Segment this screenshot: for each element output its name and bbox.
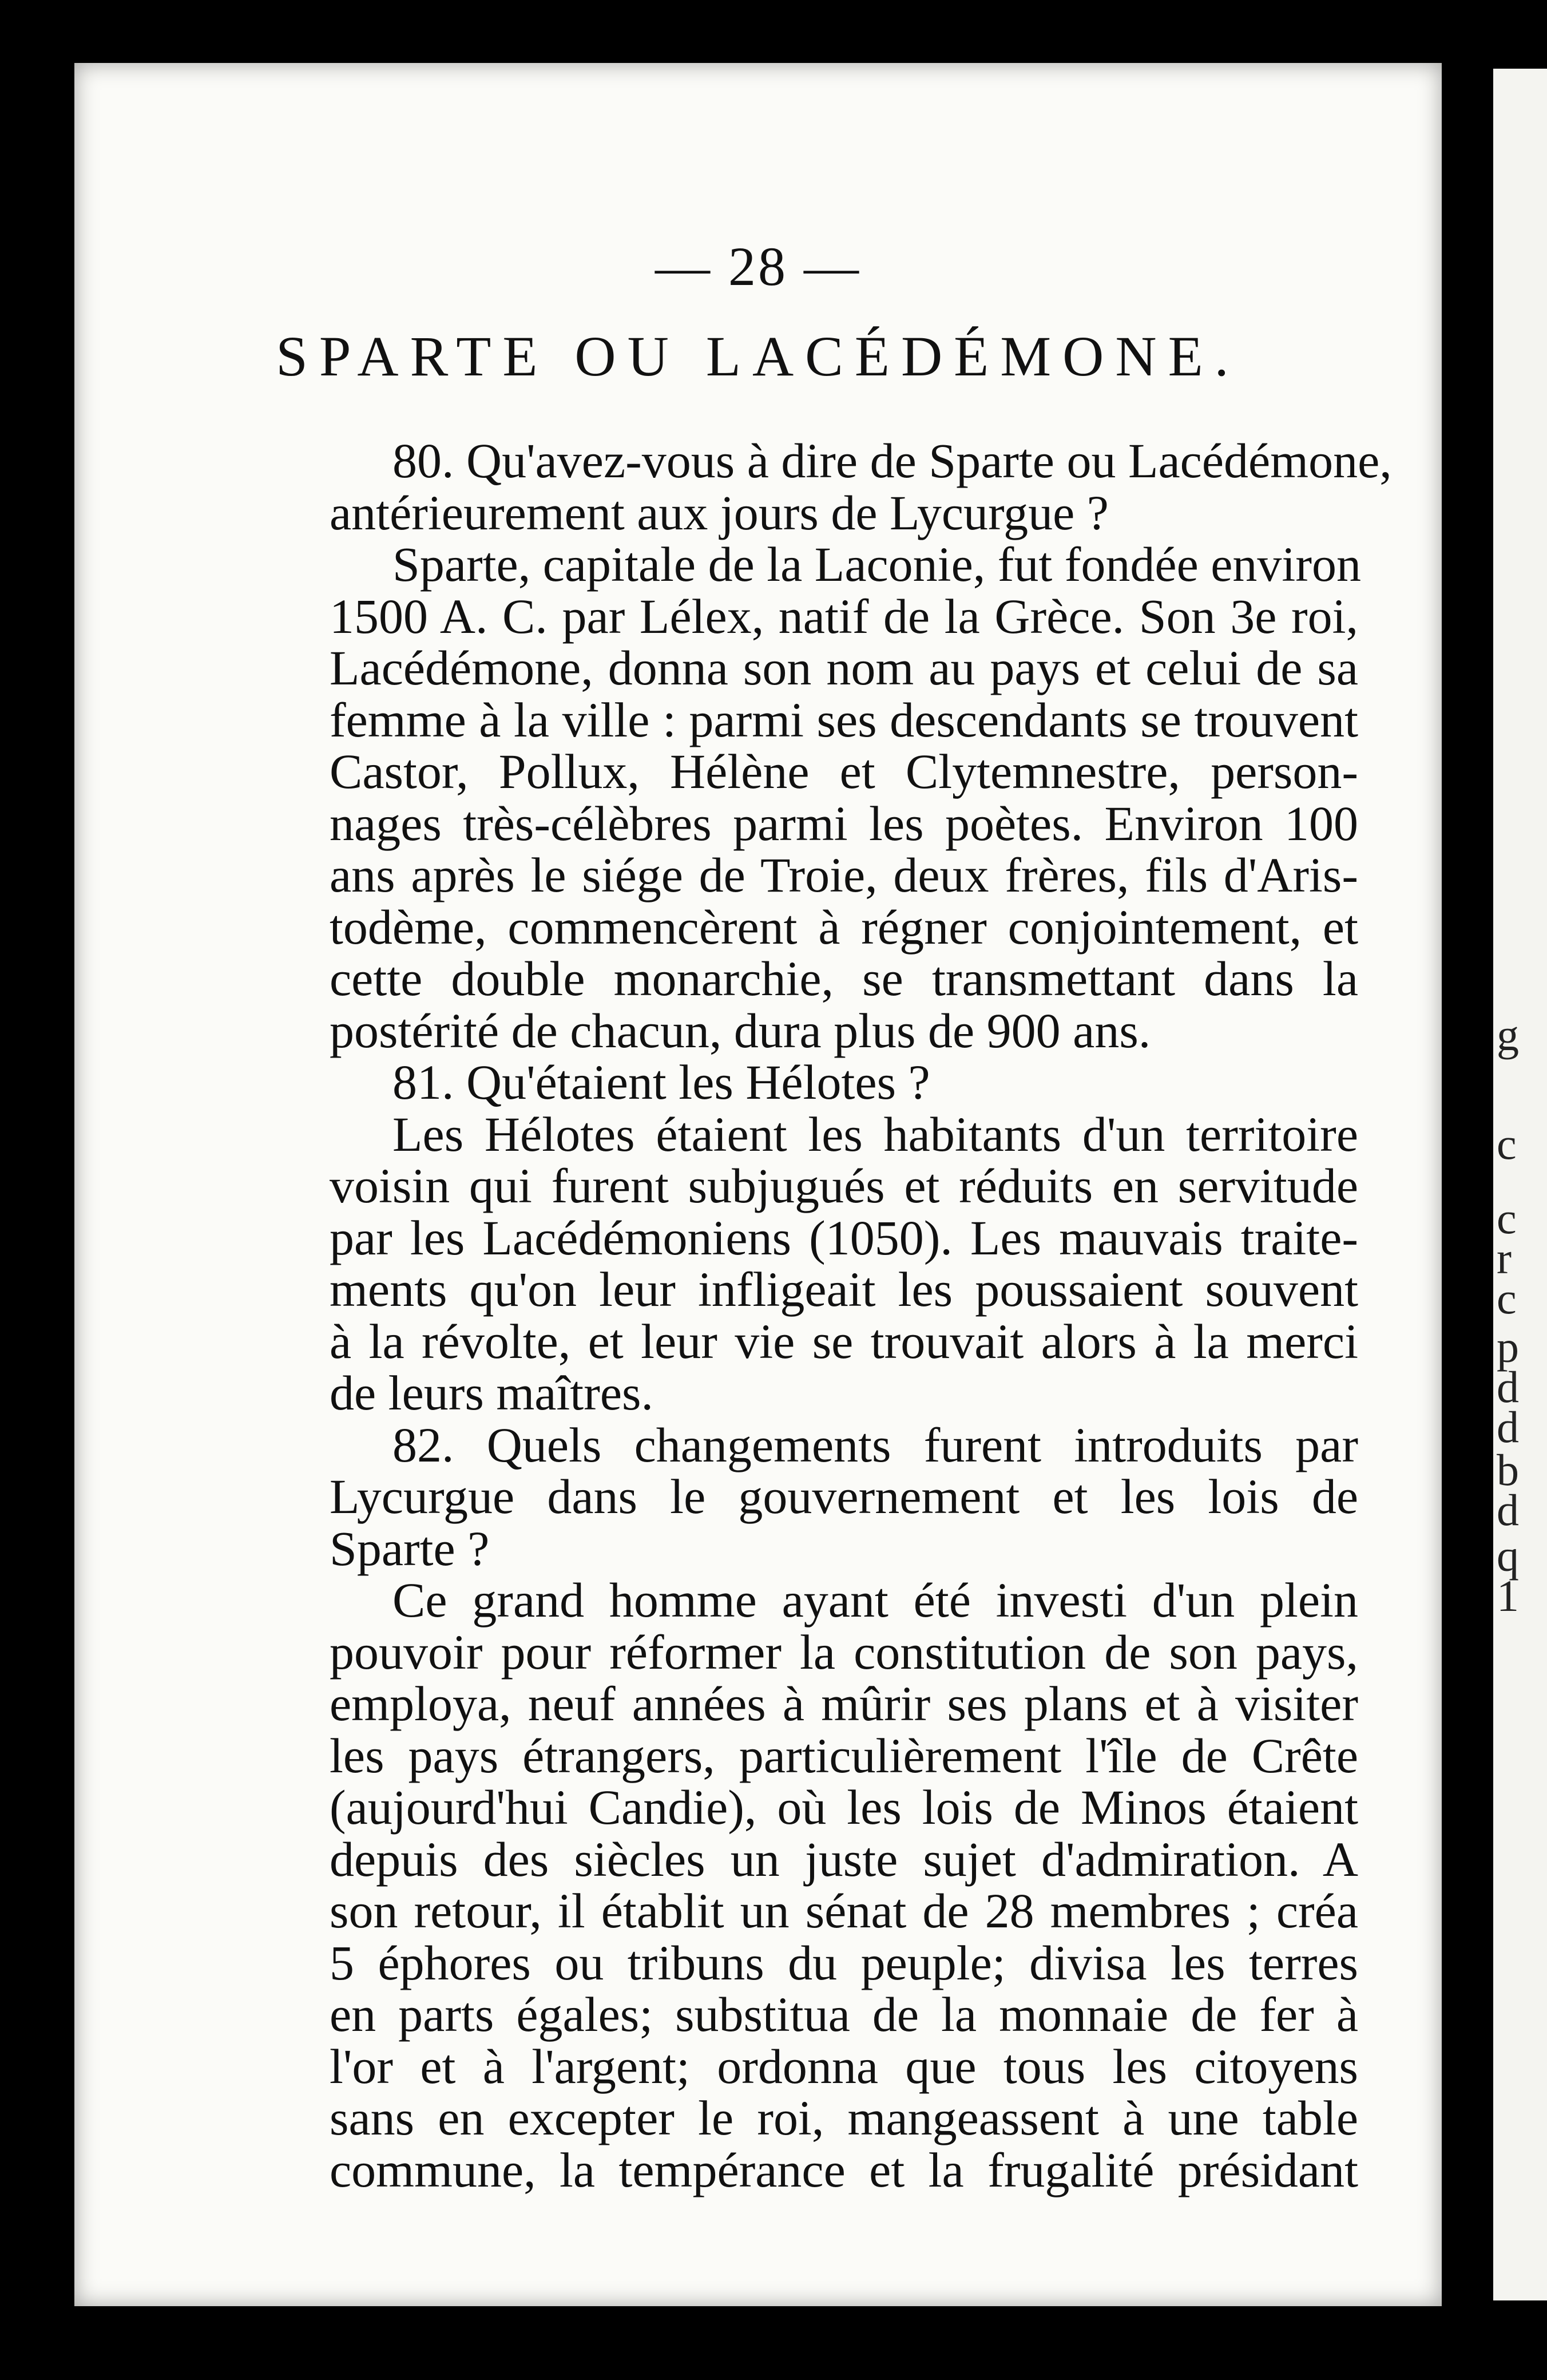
text-line: Ce grand homme ayant été investi d'un plein — [392, 1573, 1358, 1627]
text-line: employa, neuf années à mûrir ses plans et à visiter — [330, 1676, 1358, 1731]
text-line: postérité de chacun, dura plus de 900 ans. — [330, 1003, 1151, 1058]
text-line: Sparte, capitale de la Laconie, fut fondée environ — [392, 537, 1361, 592]
text-line: 5 éphores ou tribuns du peuple; divisa les terres — [330, 1935, 1358, 1990]
text-line: Castor, Pollux, Hélène et Clytemnestre, person- — [330, 744, 1358, 799]
text-line: cette double monarchie, se transmettant dans la — [330, 951, 1358, 1006]
adjacent-page-fragment: b — [1497, 1445, 1519, 1495]
adjacent-page-fragment: c — [1497, 1193, 1517, 1243]
adjacent-page-fragment: c — [1497, 1119, 1517, 1169]
adjacent-page-fragment: p — [1497, 1322, 1519, 1372]
text-line: ments qu'on leur infligeait les poussaient souvent — [330, 1262, 1358, 1317]
text-line: Lycurgue dans le gouvernement et les lois de — [330, 1469, 1358, 1524]
text-line: par les Lacédémoniens (1050). Les mauvais traite- — [330, 1210, 1358, 1265]
text-line: de leurs maîtres. — [330, 1365, 653, 1420]
text-line: 80. Qu'avez-vous à dire de Sparte ou Lacédémone, — [392, 433, 1392, 488]
text-line: 1500 A. C. par Lélex, natif de la Grèce. Son 3e roi, — [330, 588, 1358, 644]
text-line: Sparte ? — [330, 1520, 490, 1576]
text-line: 82. Quels changements furent introduits par — [392, 1417, 1358, 1472]
adjacent-page-fragment: r — [1497, 1233, 1512, 1283]
text-line: en parts égales; substitua de la monnaie de fer à — [330, 1987, 1358, 2042]
adjacent-page-fragment: q — [1497, 1531, 1519, 1581]
text-line: Les Hélotes étaient les habitants d'un territoire — [392, 1106, 1358, 1162]
text-line: Lacédémone, donna son nom au pays et celui de sa — [330, 640, 1358, 695]
page-number: — 28 — — [655, 236, 861, 297]
text-line: l'or et à l'argent; ordonna que tous les citoyens — [330, 2038, 1358, 2094]
text-line: 81. Qu'étaient les Hélotes ? — [392, 1055, 930, 1110]
adjacent-page-fragment: d — [1497, 1362, 1519, 1412]
adjacent-page-fragment: 1 — [1497, 1571, 1519, 1621]
text-line: voisin qui furent subjugués et réduits en servitude — [330, 1158, 1358, 1213]
adjacent-page-fragment: d — [1497, 1485, 1519, 1535]
adjacent-page-fragment: c — [1497, 1273, 1517, 1323]
book-page — [74, 63, 1442, 2306]
text-line: les pays étrangers, particulièrement l'île de Crête — [330, 1728, 1358, 1783]
text-line: sans en excepter le roi, mangeassent à une table — [330, 2090, 1358, 2145]
adjacent-page-fragment: d — [1497, 1402, 1519, 1452]
text-line: depuis des siècles un juste sujet d'admiration. A — [330, 1831, 1358, 1887]
text-line: ans après le siége de Troie, deux frères, fils d'Aris- — [330, 848, 1358, 902]
adjacent-page-edge — [1493, 69, 1547, 2300]
text-line: nages très-célèbres parmi les poètes. Environ 100 — [330, 795, 1358, 851]
text-line: à la révolte, et leur vie se trouvait alors à la merci — [330, 1313, 1358, 1369]
text-line: todème, commencèrent à régner conjointement, et — [330, 899, 1358, 955]
text-line: femme à la ville : parmi ses descendants se trouvent — [330, 692, 1358, 747]
text-line: (aujourd'hui Candie), où les lois de Minos étaient — [330, 1780, 1358, 1835]
text-line: antérieurement aux jours de Lycurgue ? — [330, 485, 1109, 540]
adjacent-page-fragment: g — [1497, 1010, 1519, 1060]
text-line: commune, la tempérance et la frugalité présidant — [330, 2142, 1358, 2197]
chapter-title: SPARTE OU LACÉDÉMONE. — [276, 324, 1240, 388]
text-line: pouvoir pour réformer la constitution de son pays, — [330, 1624, 1358, 1680]
text-line: son retour, il établit un sénat de 28 membres ; créa — [330, 1883, 1358, 1938]
